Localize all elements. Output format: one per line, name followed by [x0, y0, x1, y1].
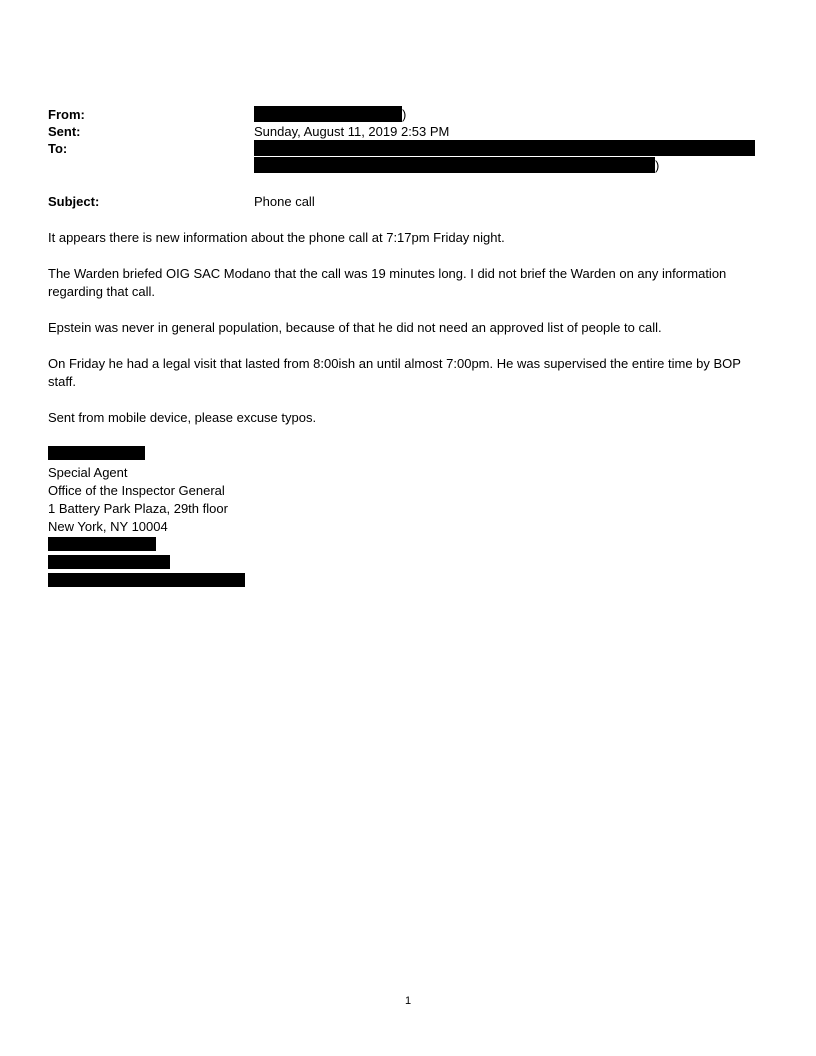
from-label: From:: [48, 107, 85, 122]
from-value: [254, 106, 406, 123]
from-suffix: ): [402, 107, 407, 122]
body-paragraph: Epstein was never in general population, because of that he did not need an approved list of people to call.: [48, 320, 662, 335]
to-label: To:: [48, 141, 68, 156]
redaction-bar: [254, 106, 402, 122]
redaction-bar: [48, 446, 145, 460]
page-number: 1: [404, 995, 412, 1007]
signature-address-line-2: New York, NY 10004: [48, 519, 168, 534]
subject-value: Phone call: [254, 194, 315, 209]
redaction-bar: [48, 573, 245, 587]
signature-contact-line: [48, 554, 245, 572]
body-paragraph: The Warden briefed OIG SAC Modano that the call was 19 minutes long. I did not brief the Warden on any information regarding that call.: [48, 266, 727, 299]
signature-title: Special Agent: [48, 465, 128, 480]
sent-label: Sent:: [48, 124, 81, 139]
signature-address-line-1: 1 Battery Park Plaza, 29th floor: [48, 501, 228, 516]
redaction-bar: [48, 537, 156, 551]
sent-row: [48, 123, 768, 140]
redaction-bar: [254, 140, 755, 156]
redaction-bar: [254, 157, 655, 173]
from-row: [48, 106, 768, 123]
signature-name-line: [48, 446, 245, 464]
subject-label: Subject:: [48, 194, 100, 209]
signature-office: Office of the Inspector General: [48, 483, 225, 498]
to-value-line-2: [254, 157, 659, 174]
sent-value: Sunday, August 11, 2019 2:53 PM: [254, 124, 450, 139]
to-value-line-1: [254, 140, 755, 157]
body-paragraph: It appears there is new information about the phone call at 7:17pm Friday night.: [48, 230, 505, 245]
email-header: [48, 106, 768, 210]
to-suffix: ): [655, 158, 660, 173]
redaction-bar: [48, 555, 170, 569]
subject-row: [48, 193, 768, 210]
signature-contact-line: [48, 536, 245, 554]
body-paragraph: Sent from mobile device, please excuse typos.: [48, 410, 317, 425]
body-paragraph: On Friday he had a legal visit that lasted from 8:00ish an until almost 7:00pm. He was supervised the entire time by BOP staff.: [48, 356, 741, 389]
to-row: [48, 140, 768, 174]
email-body: [48, 229, 770, 445]
signature-block: [48, 446, 245, 590]
signature-contact-line: [48, 572, 245, 590]
